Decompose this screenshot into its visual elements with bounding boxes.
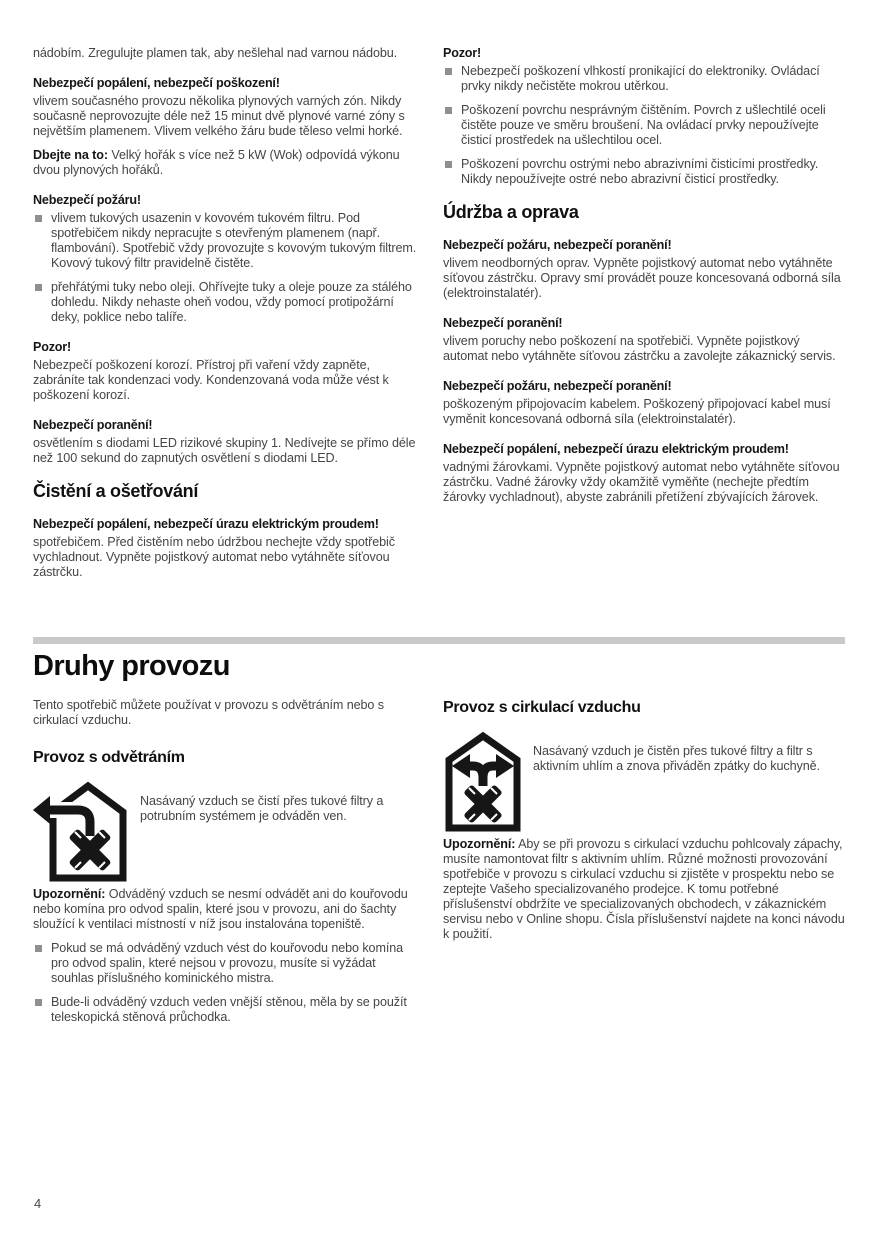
bullet-square-icon (445, 161, 452, 168)
warning-title-electric: Nebezpečí popálení, nebezpečí úrazu elektrickým proudem! (33, 517, 379, 531)
paragraph: vlivem poruchy nebo poškození na spotřebiči. Vypněte pojistkový automat nebo vytáhněte síťovou zástrčku a zavolejte zákaznický servis. (443, 334, 836, 363)
exhaust-icon-row (33, 781, 420, 883)
note-label: Dbejte na to: (33, 148, 108, 162)
bullet-text: Bude-li odváděný vzduch veden vnější stěnou, měla by se použít teleskopická stěnová průchodka. (51, 995, 407, 1024)
note-label: Upozornění: (443, 837, 516, 851)
warning-title: Nebezpečí požáru, nebezpečí poranění! (443, 379, 672, 393)
paragraph: vlivem neodborných oprav. Vypněte pojistkový automat nebo vytáhněte síťovou zástrčku. Opravy smí provádět pouze koncesovaná odborná síla (elektroinstalatér). (443, 256, 841, 300)
paragraph: osvětlením s diodami LED rizikové skupiny 1. Nedívejte se přímo déle než 100 sekund do zapnutých osvětlení s diodami LED. (33, 436, 416, 465)
paragraph: vlivem současného provozu několika plynových varných zón. Nikdy současně neprovozujte déle než 15 minut dvě plynové varné zóny s největším plamenem. Vlivem velkého žáru bude těleso velmi horké. (33, 94, 405, 138)
paragraph-note (33, 148, 420, 178)
operation-modes-section (33, 698, 845, 1031)
page-number: 4 (34, 1196, 42, 1211)
bullet-text: Nebezpečí poškození vlhkostí pronikající do elektroniky. Ovládací prvky nikdy nečistěte mokrou utěrkou. (461, 64, 820, 93)
recirculation-icon (443, 731, 523, 833)
warning-title-fire: Nebezpečí požáru! (33, 193, 141, 207)
bullet-square-icon (35, 999, 42, 1006)
bullet-text: vlivem tukových usazenin v kovovém tukovém filtru. Pod spotřebičem nikdy nepracujte s otevřeným plamenem (např. flambování). Spotřebič vždy provozujte s kovovým tukovým filtrem. Kovový tukový filtr pravidelně čistěte. (51, 211, 417, 270)
bullet-list (33, 211, 420, 325)
bullet-item (33, 280, 420, 325)
bullet-item (33, 211, 420, 271)
note-text: Odváděný vzduch se nesmí odvádět ani do kouřovodu nebo komína pro odvod spalin, které jsou v provozu, ani do šachty sloužící k ventilaci místností v níž jsou instalována topeniště. (33, 887, 408, 931)
bullet-text: přehřátými tuky nebo oleji. Ohřívejte tuky a oleje pouze za stálého dohledu. Nikdy nehaste oheň vodou, vždy pomocí protipožární deky, poklice nebo talíře. (51, 280, 412, 324)
chapter-intro: Tento spotřebič můžete používat v provozu s odvětráním nebo s cirkulací vzduchu. (33, 698, 384, 727)
paragraph: poškozeným připojovacím kabelem. Poškozený připojovací kabel musí vyměnit koncesovaná odborná síla (elektroinstalatér). (443, 397, 831, 426)
paragraph: spotřebičem. Před čistěním nebo údržbou nechejte vždy spotřebič vychladnout. Vypněte pojistkový automat nebo vytáhněte síťovou zástrčku. (33, 535, 395, 579)
warning-title-injury: Nebezpečí poranění! (33, 418, 153, 432)
page-content (33, 46, 845, 1031)
warning-title: Nebezpečí popálení, nebezpečí úrazu elektrickým proudem! (443, 442, 789, 456)
paragraph-note (443, 837, 845, 942)
warning-title-caution: Pozor! (33, 340, 71, 354)
exhaust-icon-text: Nasávaný vzduch se čistí přes tukové filtry a potrubním systémem je odváděn ven. (140, 794, 384, 823)
warning-title: Nebezpečí požáru, nebezpečí poranění! (443, 238, 672, 252)
chapter-divider (33, 637, 845, 644)
bullet-text: Poškození povrchu ostrými nebo abrazivními čisticími prostředky. Nikdy nepoužívejte ostré nebo abrazivní čisticí prostředky. (461, 157, 819, 186)
section-title-cleaning: Čistění a ošetřování (33, 481, 199, 501)
warning-title-caution: Pozor! (443, 46, 481, 60)
note-text: Velký hořák s více než 5 kW (Wok) odpovídá výkonu dvou plynových hořáků. (33, 148, 400, 177)
bullet-square-icon (35, 945, 42, 952)
bullet-square-icon (35, 215, 42, 222)
bullet-text: Poškození povrchu nesprávným čištěním. Povrch z ušlechtilé oceli čistěte pouze ve směru broušení. Na ovládací prvky nepoužívejte čisticí prostředek na ušlechtilou ocel. (461, 103, 826, 147)
bullet-item (443, 103, 845, 148)
bullet-list (443, 64, 845, 187)
subsection-title-recirculation: Provoz s cirkulací vzduchu (443, 699, 641, 716)
warning-title-burn-damage: Nebezpečí popálení, nebezpečí poškození! (33, 76, 280, 90)
subsection-title-exhaust: Provoz s odvětráním (33, 749, 185, 766)
note-label: Upozornění: (33, 887, 106, 901)
note-text: Aby se při provozu s cirkulací vzduchu pohlcovaly zápachy, musíte namontovat filtr s aktivním uhlím. Různé možnosti provozování spotřebiče v provozu s cirkulací vzduchu si zjistěte v prospektu nebo se zeptejte Vašeho specializovaného prodejce. K tomu potřebné příslušenství obdržíte ve specializovaných obchodech, v zákaznickém servisu nebo v Online shopu. Čísla příslušenství najdete na konci návodu k použití. (443, 837, 845, 941)
bullet-item (33, 941, 420, 986)
paragraph-note (33, 887, 420, 932)
bullet-text: Pokud se má odváděný vzduch vést do kouřovodu nebo komína pro odvod spalin, které nejsou v provozu, musíte si vyžádat souhlas příslušného kominického mistra. (51, 941, 404, 985)
bullet-square-icon (35, 284, 42, 291)
bullet-square-icon (445, 68, 452, 75)
safety-section (33, 46, 845, 637)
paragraph: Nebezpečí poškození korozí. Přístroj při vaření vždy zapněte, zabráníte tak kondenzaci vody. Kondenzovaná voda může vést k poškození korozí. (33, 358, 389, 402)
paragraph: vadnými žárovkami. Vypněte pojistkový automat nebo vytáhněte síťovou zástrčku. Vadné žárovky vždy okamžitě vyměňte (nechejte předtím žárovky vychladnout), abyste zabránili přetížení zbývajících žárovek. (443, 460, 840, 504)
left-column (33, 46, 420, 637)
recirculation-icon-row (443, 731, 845, 833)
bullet-square-icon (445, 107, 452, 114)
bullet-list (33, 941, 420, 1025)
section-title-maintenance: Údržba a oprava (443, 202, 579, 222)
recirculation-icon-text: Nasávaný vzduch je čistěn přes tukové filtry a filtr s aktivním uhlím a znova přiváděn zpátky do kuchyně. (533, 744, 820, 773)
bullet-item (443, 157, 845, 187)
left-column (33, 698, 420, 1031)
right-column (443, 46, 845, 637)
chapter-title: Druhy provozu (33, 650, 230, 682)
exhaust-air-icon (33, 781, 130, 883)
bullet-item (33, 995, 420, 1025)
bullet-item (443, 64, 845, 94)
paragraph-continuation: nádobím. Zregulujte plamen tak, aby nešlehal nad varnou nádobu. (33, 46, 398, 60)
warning-title: Nebezpečí poranění! (443, 316, 563, 330)
right-column (443, 698, 845, 1031)
